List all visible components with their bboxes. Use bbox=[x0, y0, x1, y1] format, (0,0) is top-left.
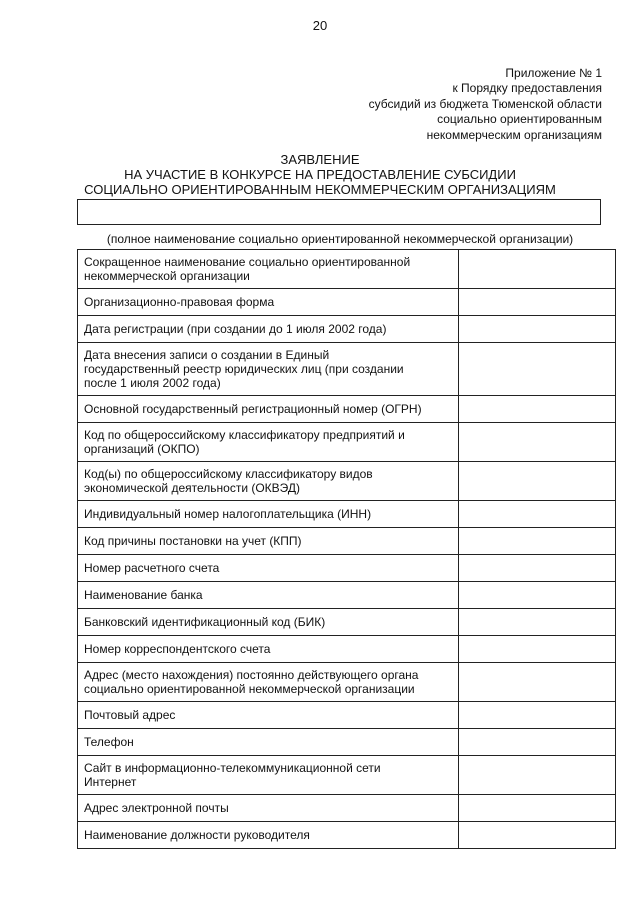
field-row bbox=[78, 555, 616, 582]
field-value-cell[interactable] bbox=[459, 582, 616, 609]
field-label: Организационно-правовая форма bbox=[78, 289, 459, 316]
field-value-cell[interactable] bbox=[459, 609, 616, 636]
field-label: Индивидуальный номер налогоплательщика (ИНН) bbox=[78, 501, 459, 528]
field-label: Основной государственный регистрационный номер (ОГРН) bbox=[78, 396, 459, 423]
field-row bbox=[78, 343, 616, 396]
field-value-cell[interactable] bbox=[459, 250, 616, 289]
field-label: Дата регистрации (при создании до 1 июля 2002 года) bbox=[78, 316, 459, 343]
full-name-field[interactable] bbox=[77, 199, 601, 225]
page-number: 20 bbox=[312, 18, 328, 33]
field-value-cell[interactable] bbox=[459, 423, 616, 462]
document-title bbox=[0, 152, 640, 197]
field-row bbox=[78, 729, 616, 756]
field-label: Код причины постановки на учет (КПП) bbox=[78, 528, 459, 555]
field-value-cell[interactable] bbox=[459, 702, 616, 729]
field-value-cell[interactable] bbox=[459, 462, 616, 501]
field-label: Адрес (место нахождения) постоянно действующего органа социально ориентированной некоммерческой организации bbox=[78, 663, 459, 702]
field-row bbox=[78, 636, 616, 663]
field-value-cell[interactable] bbox=[459, 528, 616, 555]
field-value-cell[interactable] bbox=[459, 501, 616, 528]
field-value-cell[interactable] bbox=[459, 663, 616, 702]
field-label: Сокращенное наименование социально ориентированной некоммерческой организации bbox=[78, 250, 459, 289]
field-row bbox=[78, 702, 616, 729]
annex-reference bbox=[369, 66, 602, 143]
field-row bbox=[78, 582, 616, 609]
field-row bbox=[78, 663, 616, 702]
field-label: Телефон bbox=[78, 729, 459, 756]
organization-details-table bbox=[77, 249, 616, 849]
field-row bbox=[78, 250, 616, 289]
field-row bbox=[78, 316, 616, 343]
field-label: Банковский идентификационный код (БИК) bbox=[78, 609, 459, 636]
field-value-cell[interactable] bbox=[459, 756, 616, 795]
field-value-cell[interactable] bbox=[459, 555, 616, 582]
field-row bbox=[78, 462, 616, 501]
field-row bbox=[78, 822, 616, 849]
field-label: Сайт в информационно-телекоммуникационной сети Интернет bbox=[78, 756, 459, 795]
field-label: Номер расчетного счета bbox=[78, 555, 459, 582]
field-row bbox=[78, 609, 616, 636]
field-label: Код(ы) по общероссийскому классификатору видов экономической деятельности (ОКВЭД) bbox=[78, 462, 459, 501]
field-label: Наименование должности руководителя bbox=[78, 822, 459, 849]
field-label: Номер корреспондентского счета bbox=[78, 636, 459, 663]
title-line: СОЦИАЛЬНО ОРИЕНТИРОВАННЫМ НЕКОММЕРЧЕСКИМ ОРГАНИЗАЦИЯМ bbox=[84, 182, 556, 197]
field-value-cell[interactable] bbox=[459, 795, 616, 822]
field-row bbox=[78, 289, 616, 316]
title-line: ЗАЯВЛЕНИЕ bbox=[280, 152, 360, 167]
annex-line: к Порядку предоставления bbox=[452, 81, 602, 96]
field-value-cell[interactable] bbox=[459, 396, 616, 423]
field-value-cell[interactable] bbox=[459, 316, 616, 343]
full-name-caption: (полное наименование социально ориентированной некоммерческой организации) bbox=[106, 232, 574, 246]
field-row bbox=[78, 528, 616, 555]
annex-line: Приложение № 1 bbox=[505, 66, 602, 80]
field-value-cell[interactable] bbox=[459, 822, 616, 849]
field-row bbox=[78, 423, 616, 462]
field-label: Почтовый адрес bbox=[78, 702, 459, 729]
title-line: НА УЧАСТИЕ В КОНКУРСЕ НА ПРЕДОСТАВЛЕНИЕ СУБСИДИИ bbox=[124, 167, 516, 182]
field-label: Дата внесения записи о создании в Единый государственный реестр юридических лиц (при создании после 1 июля 2002 года) bbox=[78, 343, 459, 396]
field-label: Наименование банка bbox=[78, 582, 459, 609]
annex-line: некоммерческим организациям bbox=[426, 127, 602, 142]
field-row bbox=[78, 396, 616, 423]
annex-line: социально ориентированным bbox=[437, 112, 602, 127]
field-label: Адрес электронной почты bbox=[78, 795, 459, 822]
field-value-cell[interactable] bbox=[459, 343, 616, 396]
field-value-cell[interactable] bbox=[459, 729, 616, 756]
annex-line: субсидий из бюджета Тюменской области bbox=[368, 96, 602, 111]
field-row bbox=[78, 501, 616, 528]
field-row bbox=[78, 795, 616, 822]
field-value-cell[interactable] bbox=[459, 289, 616, 316]
field-value-cell[interactable] bbox=[459, 636, 616, 663]
field-row bbox=[78, 756, 616, 795]
field-label: Код по общероссийскому классификатору предприятий и организаций (ОКПО) bbox=[78, 423, 459, 462]
